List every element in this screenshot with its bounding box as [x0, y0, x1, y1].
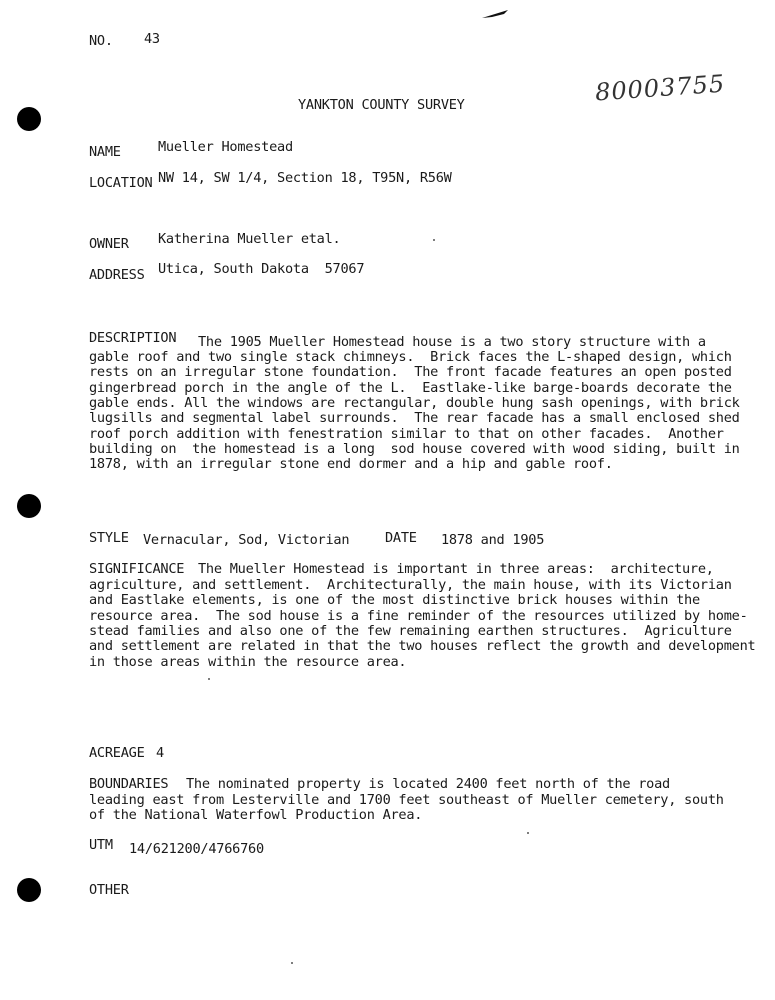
significance-label: SIGNIFICANCE — [89, 561, 185, 577]
location-label: LOCATION — [89, 175, 153, 191]
significance-line: resource area. The sod house is a fine reminder of the resources utilized by home- — [89, 608, 748, 624]
description-line: gingerbread porch in the angle of the L. Eastlake-like barge-boards decorate the — [89, 380, 732, 396]
name-label: NAME — [89, 144, 121, 160]
acreage-value: 4 — [156, 745, 164, 761]
record-number: 43 — [144, 31, 160, 47]
significance-line: stead families and also one of the few remaining earthen structures. Agriculture — [89, 623, 732, 639]
location-value: NW 14, SW 1/4, Section 18, T95N, R56W — [158, 170, 452, 186]
record-number-label: NO. — [89, 33, 113, 49]
description-line: The 1905 Mueller Homestead house is a two story structure with a — [198, 334, 706, 350]
description-line: building on the homestead is a long sod house covered with wood siding, built in — [89, 441, 740, 457]
significance-line: in those areas within the resource area. — [89, 654, 407, 670]
description-line: rests on an irregular stone foundation. The front facade features an open posted — [89, 364, 732, 380]
owner-value: Katherina Mueller etal. — [158, 231, 341, 247]
date-value: 1878 and 1905 — [441, 532, 545, 548]
acreage-label: ACREAGE — [89, 745, 145, 761]
description-line: roof porch addition with fenestration similar to that on other facades. Another — [89, 426, 724, 442]
handwritten-catalog-number: 80003755 — [594, 69, 726, 107]
name-value: Mueller Homestead — [158, 139, 293, 155]
style-label: STYLE — [89, 530, 129, 546]
description-line: 1878, with an irregular stone end dormer and a hip and gable roof. — [89, 456, 613, 472]
significance-line: and settlement are related in that the two houses reflect the growth and development — [89, 638, 756, 654]
date-label: DATE — [385, 530, 417, 546]
scan-mark-icon — [482, 8, 510, 20]
speck — [527, 832, 529, 834]
significance-line: agriculture, and settlement. Architecturally, the main house, with its Victorian — [89, 577, 732, 593]
boundaries-line: The nominated property is located 2400 feet north of the road — [186, 776, 670, 792]
page-title: YANKTON COUNTY SURVEY — [298, 97, 465, 113]
utm-label: UTM — [89, 837, 113, 853]
other-label: OTHER — [89, 882, 129, 898]
significance-line: and Eastlake elements, is one of the most distinctive brick houses within the — [89, 592, 700, 608]
punch-hole-bottom — [17, 878, 41, 902]
boundaries-line: of the National Waterfowl Production Area. — [89, 807, 423, 823]
speck — [291, 962, 293, 964]
utm-value: 14/621200/4766760 — [129, 841, 264, 857]
address-value: Utica, South Dakota 57067 — [158, 261, 365, 277]
description-line: gable ends. All the windows are rectangular, double hung sash openings, with brick — [89, 395, 740, 411]
description-label: DESCRIPTION — [89, 330, 177, 346]
significance-line: The Mueller Homestead is important in three areas: architecture, — [198, 561, 714, 577]
punch-hole-top — [17, 107, 41, 131]
description-line: lugsills and segmental label surrounds. The rear facade has a small enclosed shed — [89, 410, 740, 426]
style-value: Vernacular, Sod, Victorian — [143, 532, 350, 548]
punch-hole-middle — [17, 494, 41, 518]
speck — [433, 239, 435, 241]
boundaries-line: leading east from Lesterville and 1700 feet southeast of Mueller cemetery, south — [89, 792, 724, 808]
speck — [208, 678, 210, 680]
owner-label: OWNER — [89, 236, 129, 252]
address-label: ADDRESS — [89, 267, 145, 283]
boundaries-label: BOUNDARIES — [89, 776, 169, 792]
description-line: gable roof and two single stack chimneys. Brick faces the L-shaped design, which — [89, 349, 732, 365]
